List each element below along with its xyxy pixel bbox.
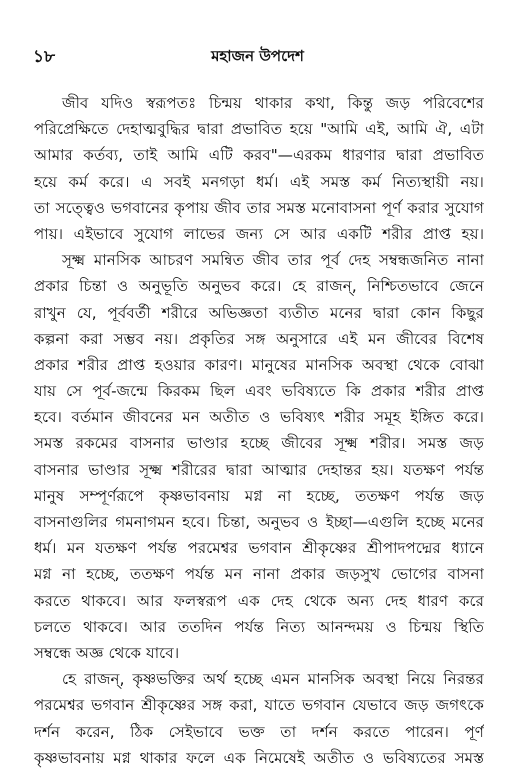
text-line: সম্বন্ধে অজ্ঞ থেকে যাবে। xyxy=(34,643,180,662)
text-line: রাখুন যে, পূর্ববর্তী শরীরে অভিজ্ঞতা ব্যতীত মনের দ্বারা কোন কিছুর xyxy=(34,303,484,322)
text-line: বাসনাগুলির গমনাগমন হবে। চিন্তা, অনুভব ও ইচ্ছা—এগুলি হচ্ছে মনের xyxy=(34,513,484,531)
paragraph-3 xyxy=(34,666,484,771)
paragraph-2 xyxy=(34,247,484,666)
running-title: মহাজন উপদেশ xyxy=(211,47,304,65)
text-line: পায়। এইভাবে সুযোগ লাভের জন্য সে আর একটি শরীর প্রাপ্ত হয়। xyxy=(34,224,484,243)
text-line: হয়ে কর্ম করে। এ সবই মনগড়া ধর্ম। এই সমস্ত কর্ম নিত্যস্থায়ী নয়। xyxy=(34,172,484,191)
paragraph-1 xyxy=(34,90,484,247)
text-line: মানুষ সম্পূর্ণরূপে কৃষ্ণভাবনায় মগ্ন না হচ্ছে, ততক্ষণ পর্যন্ত জড় xyxy=(34,486,484,505)
text-line: সূক্ষ্ম মানসিক আচরণ সমন্বিত জীব তার পূর্ব দেহ সম্বন্ধজনিত নানা xyxy=(62,251,484,270)
text-line: হবে। বর্তমান জীবনের মন অতীত ও ভবিষ্যৎ শরীর সমূহ ইঙ্গিত করে। xyxy=(34,408,484,427)
text-line: হে রাজন্, কৃষ্ণভক্তির অর্থ হচ্ছে এমন মানসিক অবস্থা নিয়ে নিরন্তর xyxy=(62,670,484,689)
text-line: প্রকার শরীর প্রাপ্ত হওয়ার কারণ। মানুষের মানসিক অবস্থা থেকে বোঝা xyxy=(34,355,484,374)
text-line: পরিপ্রেক্ষিতে দেহাত্মবুদ্ধির দ্বারা প্রভাবিত হয়ে "আমি এই, আমি ঐ, এটা xyxy=(34,120,484,139)
text-line: সমস্ত রকমের বাসনার ভাণ্ডার হচ্ছে জীবের সূক্ষ্ম শরীর। সমস্ত জড় xyxy=(34,434,484,453)
text-line: কৃষ্ণভাবনায় মগ্ন থাকার ফলে এক নিমেষেই অতীত ও ভবিষ্যতের সমস্ত xyxy=(34,748,484,767)
text-line: কল্পনা করা সম্ভব নয়। প্রকৃতির সঙ্গ অনুসারে এই মন জীবের বিশেষ xyxy=(34,329,484,348)
page-header xyxy=(0,44,515,68)
text-line: প্রকার চিন্তা ও অনুভূতি অনুভব করে। হে রাজন্, নিশ্চিতভাবে জেনে xyxy=(34,277,484,296)
text-line: পরমেশ্বর ভগবান শ্রীকৃষ্ণের সঙ্গ করা, যাতে ভগবান যেভাবে জড় জগৎকে xyxy=(34,696,484,715)
text-line: তা সত্ত্বেও ভগবানের কৃপায় জীব তার সমস্ত মনোবাসনা পূর্ণ করার সুযোগ xyxy=(34,198,484,217)
text-line: দর্শন করেন, ঠিক সেইভাবে ভক্ত তা দর্শন করতে পারেন। পূর্ণ xyxy=(34,722,484,741)
text-line: চলতে থাকবে। আর ততদিন পর্যন্ত নিত্য আনন্দময় ও চিন্ময় স্থিতি xyxy=(34,617,484,636)
text-line: মগ্ন না হচ্ছে, ততক্ষণ পর্যন্ত মন নানা প্রকার জড়সুখ ভোগের বাসনা xyxy=(34,565,484,584)
text-line: জীব যদিও স্বরূপতঃ চিন্ময় থাকার কথা, কিন্তু জড় পরিবেশের xyxy=(62,94,484,112)
text-line: আমার কর্তব্য, তাই আমি এটি করব"—এরকম ধারণার দ্বারা প্রভাবিত xyxy=(34,146,484,165)
text-line: ধর্ম। মন যতক্ষণ পর্যন্ত পরমেশ্বর ভগবান শ্রীকৃষ্ণের শ্রীপাদপদ্মের ধ্যানে xyxy=(34,539,484,558)
text-line: বাসনার ভাণ্ডার সূক্ষ্ম শরীরের দ্বারা আত্মার দেহান্তর হয়। যতক্ষণ পর্যন্ত xyxy=(34,460,484,479)
text-line: করতে থাকবে। আর ফলস্বরূপ এক দেহ থেকে অন্য দেহ ধারণ করে xyxy=(34,591,484,610)
page-body xyxy=(34,90,484,771)
page-number: ১৮ xyxy=(33,47,56,67)
text-line: যায় সে পূর্ব-জন্মে কিরকম ছিল এবং ভবিষ্যতে কি প্রকার শরীর প্রাপ্ত xyxy=(34,382,484,401)
